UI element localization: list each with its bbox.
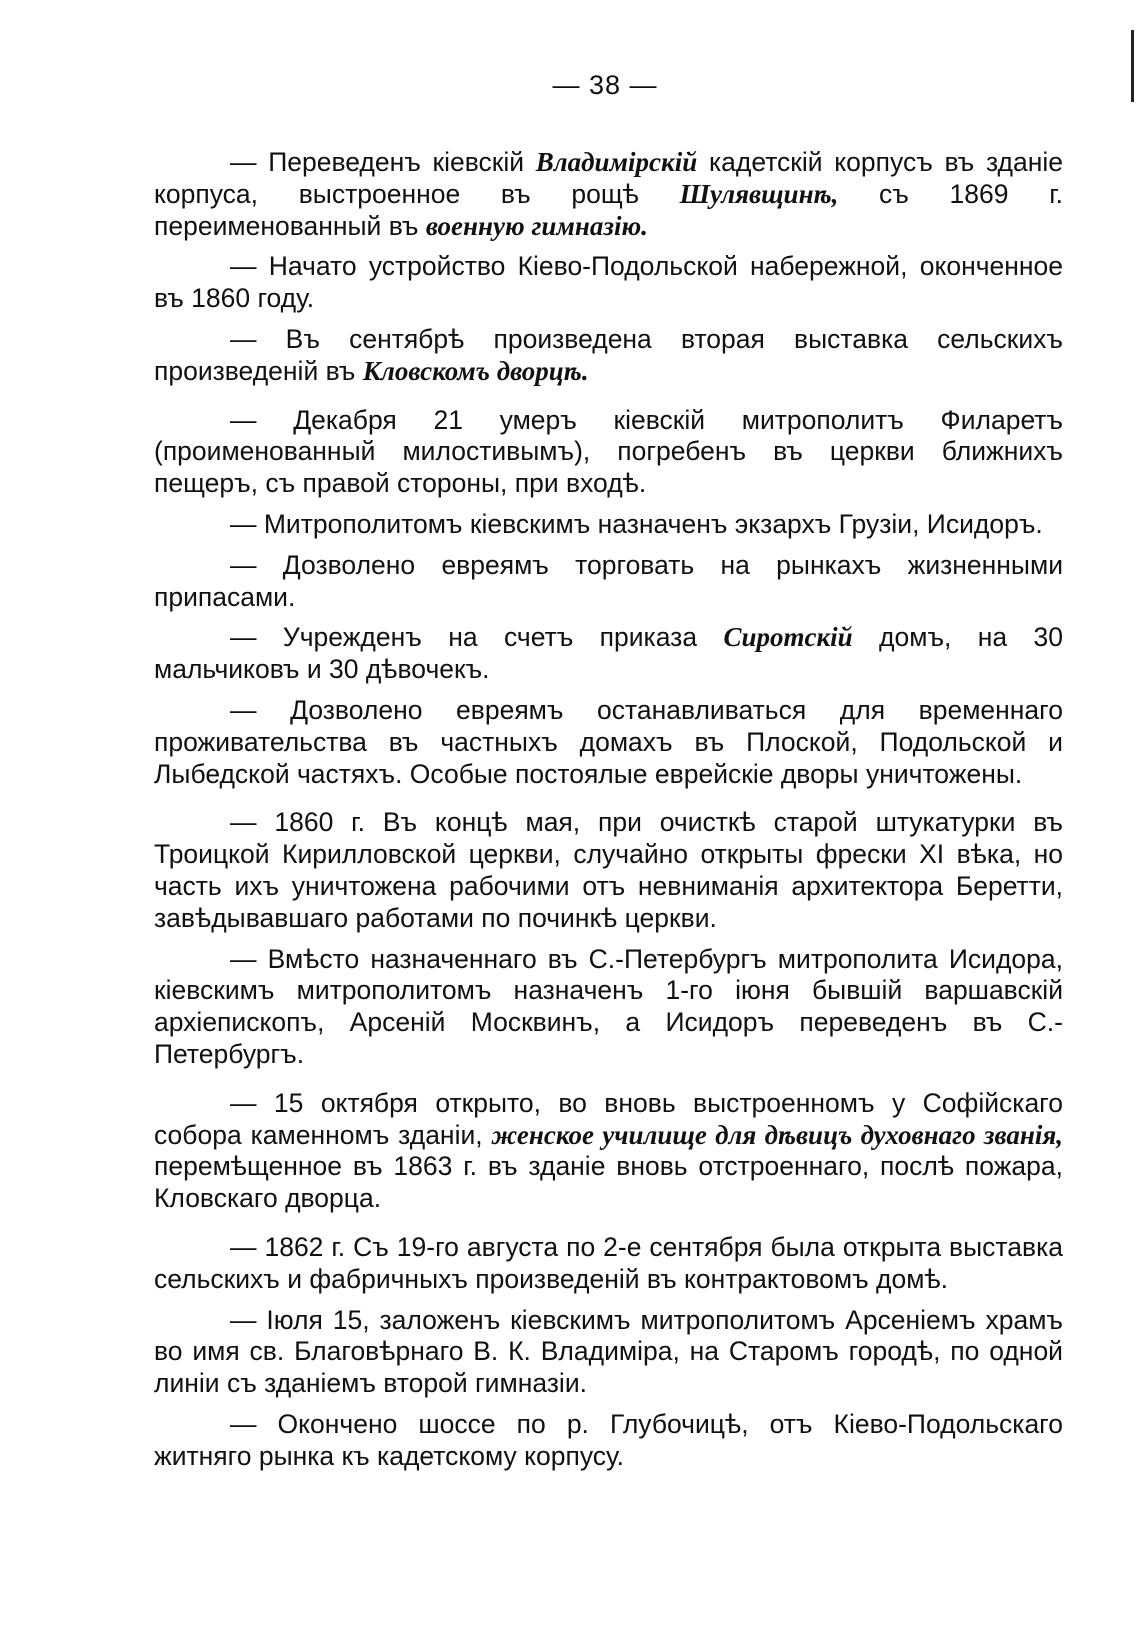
text-run: перемѣщенное въ 1863 г. въ зданіе вновь отстроеннаго, послѣ пожара, Кловскаго дворца.: [154, 1151, 1063, 1214]
italic-run: Шулявщинѣ,: [679, 178, 839, 209]
page-number: — 38 —: [552, 70, 658, 100]
text-run: — 15 октября открыто, во вновь выстроенномъ у Софійскаго собора каменномъ зданіи,: [154, 1087, 1063, 1150]
paragraph-12: [154, 1232, 1063, 1296]
italic-run: Кловскомъ дворцѣ.: [362, 355, 589, 386]
text-run: — Дозволено евреямъ останавливаться для временнаго проживательства въ частныхъ домахъ въ Плоской, Подольской и Лыбедской частяхъ. Особые постоялые еврейскіе дворы уничтожены.: [154, 694, 1063, 789]
paragraph-4: [154, 405, 1063, 500]
paragraph-1: [154, 147, 1063, 242]
text-run: — Въ сентябрѣ произведена вторая выставка сельскихъ произведеній въ: [154, 323, 1063, 386]
text-run: — Начато устройство Кіево-Подольской набережной, оконченное въ 1860 году.: [154, 251, 1063, 314]
text-run: кадетскій корпусъ въ зданіе корпуса, выстроенное въ рощѣ: [154, 147, 1063, 209]
text-run: — 1860 г. Въ концѣ мая, при очисткѣ старой штукатурки въ Троицкой Кирилловской церкви, случайно открыты фрески XI вѣка, но часть ихъ уничтожена рабочими отъ невниманія архитектора Беретти, завѣдывавшаго работами по починкѣ церкви.: [154, 807, 1063, 933]
chronicle-text: [154, 147, 1063, 1481]
italic-run: Владимірскій: [535, 147, 698, 177]
paragraph-5: [154, 509, 1063, 541]
text-run: — Іюля 15, заложенъ кіевскимъ митрополитомъ Арсеніемъ храмъ во имя св. Благовѣрнаго В. К. Владиміра, на Старомъ городѣ, по одной линіи съ зданіемъ второй гимназіи.: [154, 1304, 1063, 1399]
paragraph-14: [154, 1409, 1063, 1473]
paragraph-11: [154, 1088, 1063, 1215]
paragraph-13: [154, 1305, 1063, 1400]
text-run: — Декабря 21 умеръ кіевскій митрополитъ Филаретъ (проименованный милостивымъ), погребенъ въ церкви ближнихъ пещеръ, съ правой стороны, при входѣ.: [154, 404, 1063, 499]
paragraph-9: [154, 807, 1063, 934]
paragraph-10: [154, 944, 1063, 1071]
paragraph-3: [154, 324, 1063, 388]
italic-run: военную гимназію.: [425, 210, 648, 241]
italic-run: Сиротскій: [723, 622, 853, 653]
paragraph-6: [154, 550, 1063, 614]
text-run: домъ, на 30 мальчиковъ и 30 дѣвочекъ.: [154, 622, 1064, 685]
text-run: — 1862 г. Съ 19-го августа по 2-е сентября была открыта выставка сельскихъ и фабричныхъ произведеній въ контрактовомъ домѣ.: [154, 1231, 1063, 1294]
text-run: — Дозволено евреямъ торговать на рынкахъ жизненными припасами.: [154, 549, 1063, 612]
text-run: — Окончено шоссе по р. Глубочицѣ, отъ Кіево-Подольскаго житняго рынка къ кадетскому корпусу.: [154, 1408, 1063, 1471]
text-run: — Митрополитомъ кіевскимъ назначенъ экзархъ Грузіи, Исидоръ.: [230, 508, 1043, 539]
text-run: съ 1869 г. переименованный въ: [154, 178, 1063, 241]
italic-run: женское училище для дѣвицъ духовнаго званія,: [491, 1119, 1063, 1150]
text-run: — Учрежденъ на счетъ приказа: [230, 622, 724, 653]
paragraph-7: [154, 622, 1063, 686]
text-run: — Вмѣсто назначеннаго въ С.-Петербургъ митрополита Исидора, кіевскимъ митрополитомъ назначенъ 1-го іюня бывшій варшавскій архіепископъ, Арсеній Москвинъ, а Исидоръ переведенъ въ С.-Петербургъ.: [154, 943, 1063, 1069]
paragraph-2: [154, 251, 1063, 315]
text-run: — Переведенъ кіевскій: [230, 147, 536, 177]
paragraph-8: [154, 695, 1063, 790]
